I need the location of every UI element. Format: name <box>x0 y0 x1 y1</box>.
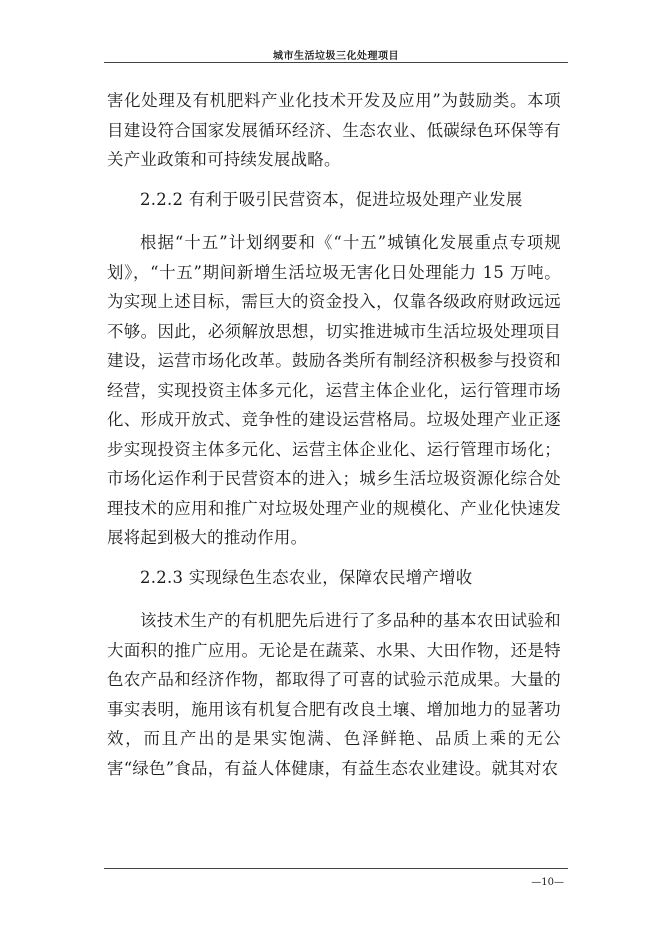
section-heading-2-2-3: 2.2.3 实现绿色生态农业，保障农民增产增收 <box>140 567 473 587</box>
running-header-title: 城市生活垃圾三化处理项目 <box>273 51 399 62</box>
page-number: —10— <box>531 877 564 888</box>
paragraph-green-agriculture: 该技术生产的有机肥先后进行了多品种的基本农田试验和大面积的推广应用。无论是在蔬菜、水果、大田作物，还是特色农产品和经济作物，都取得了可喜的试验示范成果。大量的事实表明，施用该有机复合肥有改良土壤、增加地力的显著功效，而且产出的是果实饱满、色泽鲜艳、品质上乘的无公害“绿色”食品，有益人体健康，有益生态农业建设。就其对农 <box>107 611 561 778</box>
document-body <box>107 86 561 783</box>
paragraph-private-capital: 根据“十五”计划纲要和《“十五”城镇化发展重点专项规划》，“十五”期间新增生活垃圾无害化日处理能力 15 万吨。为实现上述目标，需巨大的资金投入，仅靠各级政府财政远远不够。因此，必须解放思想，切实推进城市生活垃圾处理项目建设，运营市场化改革。鼓励各类所有制经济积极参与投资和经营，实现投资主体多元化，运营主体企业化，运行管理市场化、形成开放式、竞争性的建设运营格局。垃圾处理产业正逐步实现投资主体多元化、运营主体企业化、运行管理市场化；市场化运作利于民营资本的进入；城乡生活垃圾资源化综合处理技术的应用和推广对垃圾处理产业的规模化、产业化快速发展将起到极大的推动作用。 <box>107 233 561 547</box>
section-heading-2-2-2: 2.2.2 有利于吸引民营资本，促进垃圾处理产业发展 <box>140 189 523 209</box>
footer-divider <box>104 868 568 869</box>
paragraph-continuation: 害化处理及有机肥料产业化技术开发及应用”为鼓励类。本项目建设符合国家发展循环经济、生态农业、低碳绿色环保等有关产业政策和可持续发展战略。 <box>107 91 561 169</box>
header-divider <box>104 62 568 63</box>
